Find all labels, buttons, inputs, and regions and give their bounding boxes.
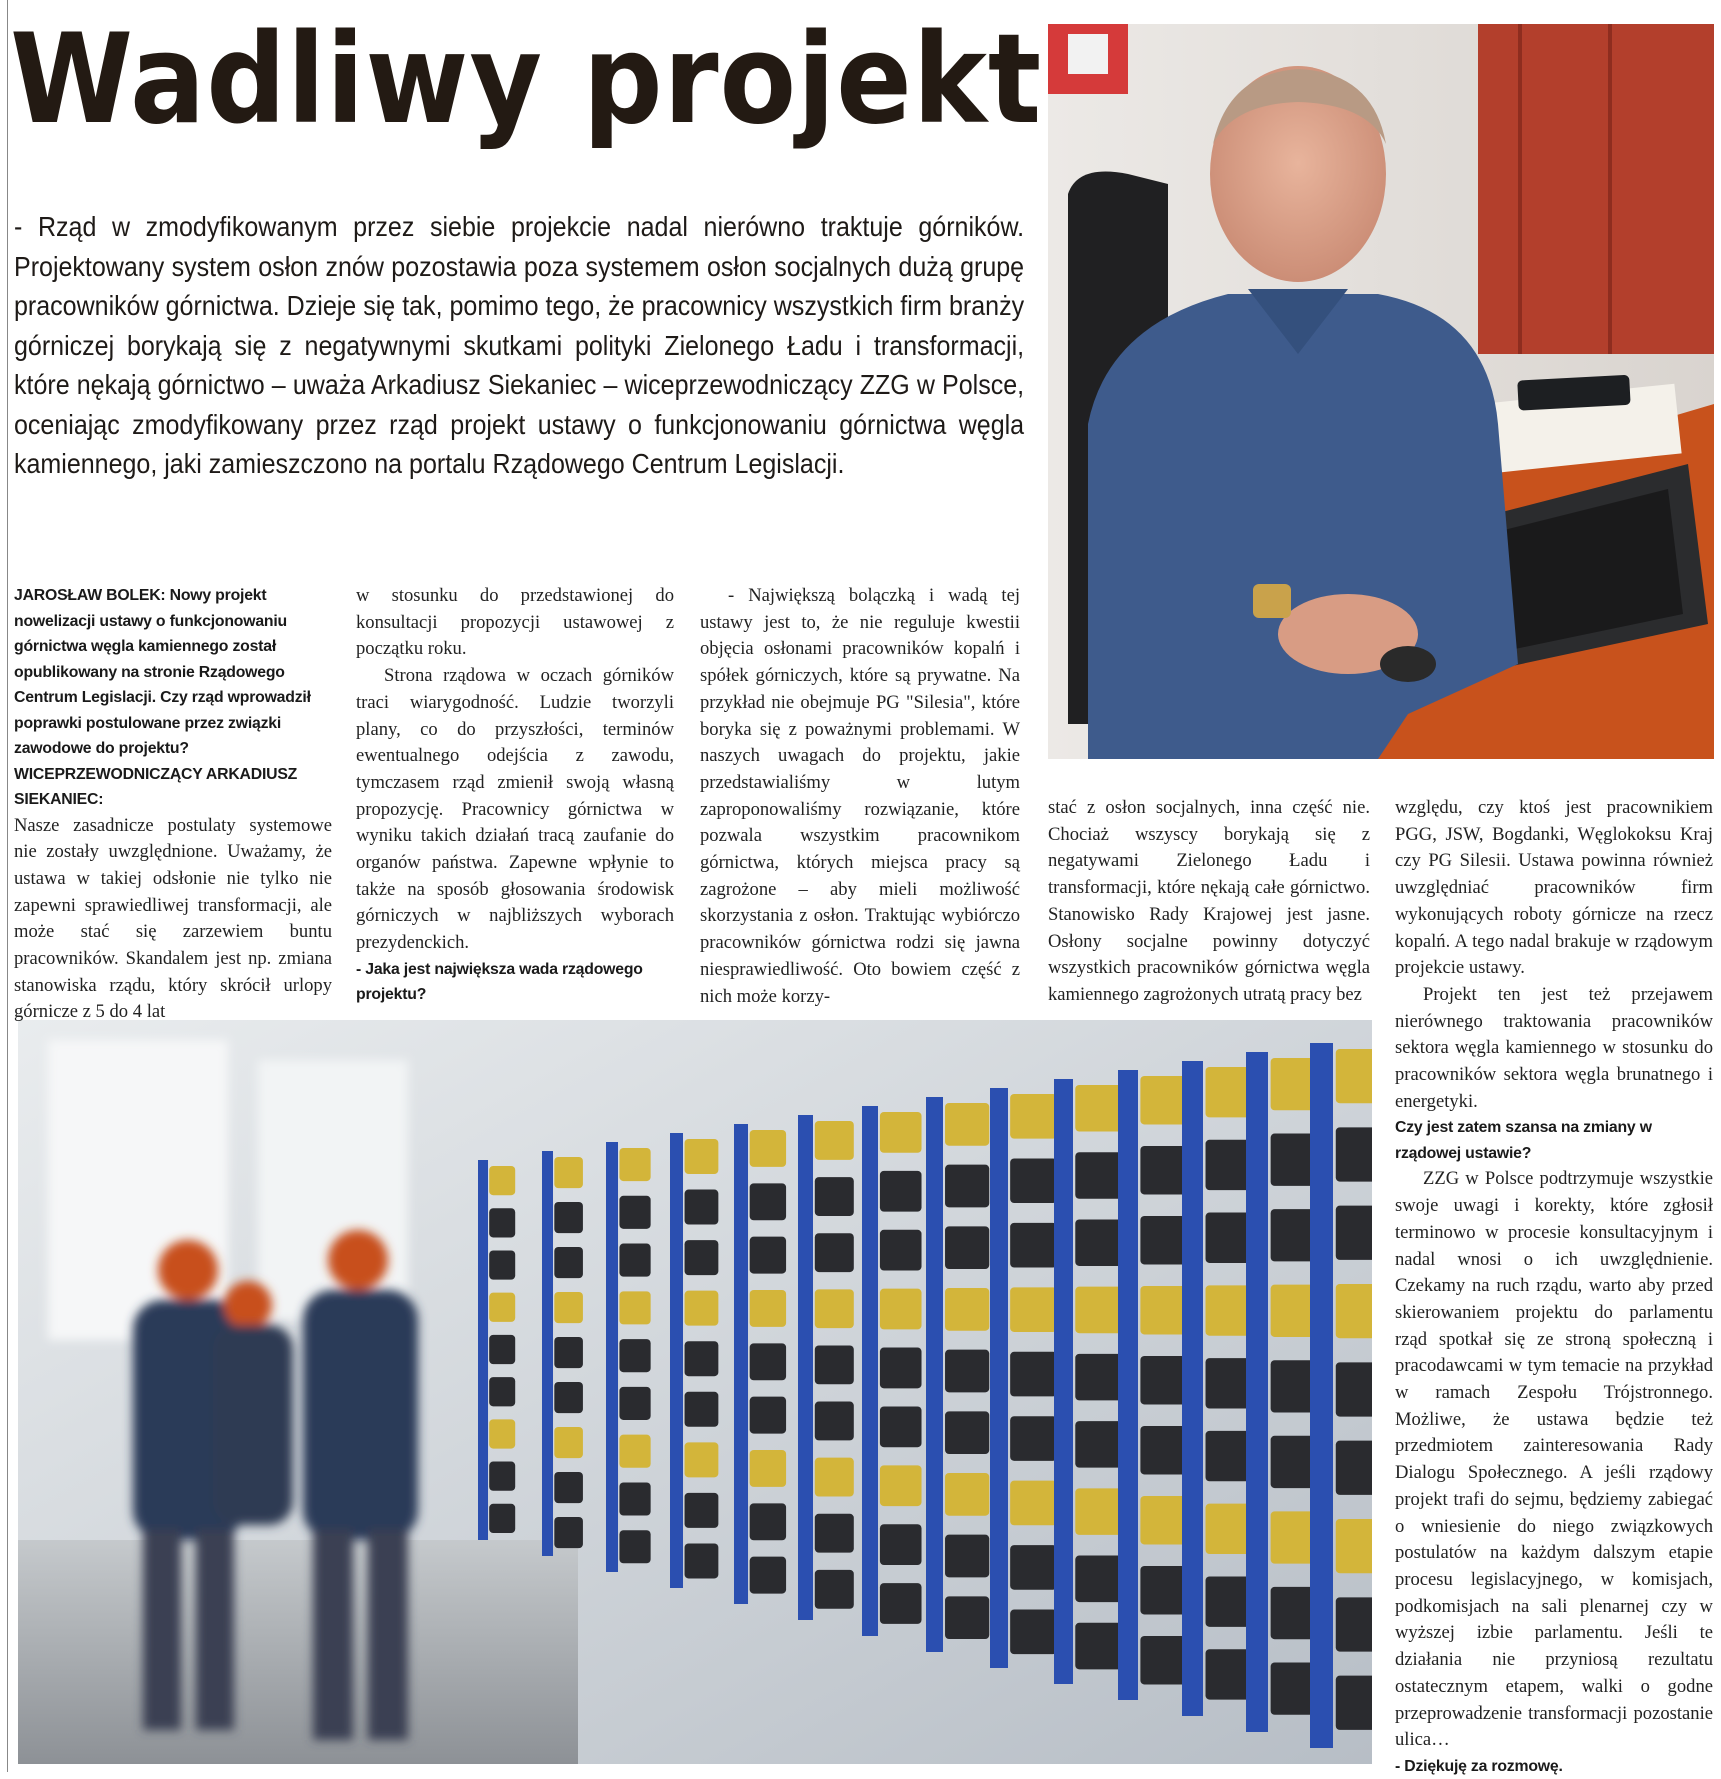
rack-post [606, 1142, 618, 1572]
cap-lamp [945, 1226, 989, 1269]
cap-lamp [1336, 1362, 1372, 1416]
rack-post [1246, 1052, 1268, 1732]
page-divider [7, 0, 8, 1772]
cap-lamp [945, 1411, 989, 1454]
cap-lamp [1075, 1219, 1124, 1266]
cap-lamp [619, 1196, 650, 1229]
lamp-room-photo [18, 1020, 1372, 1764]
rack-post [926, 1097, 943, 1652]
lead-paragraph: - Rząd w zmodyfikowanym przez siebie projekcie nadal nierówno traktuje górników. Projektowany system osłon znów pozostawia poza systemem osłon socjalnych dużą grupę pracowników górnictwa. Dzieje się tak, pomimo tego, że pracownicy wszystkich firm branży górniczej borykają się z negatywnymi skutkami polityki Zielonego Ładu i transformacji, które nękają górnictwo – uważa Arkadiusz Siekaniec – wiceprzewodniczący ZZG w Polsce, oceniając zmodyfikowany przez rząd projekt ustawy o funkcjonowaniu górnictwa węgla kamiennego, jaki zamieszczono na portalu Rządowego Centrum Legislacji. [14, 211, 1025, 479]
rack-post [1310, 1043, 1333, 1748]
cap-lamp [1336, 1049, 1372, 1103]
rack-post [862, 1106, 878, 1636]
cap-lamp [1075, 1623, 1124, 1670]
cap-lamp [815, 1177, 854, 1216]
cap-lamp [619, 1291, 650, 1324]
cap-lamp [1010, 1158, 1057, 1203]
cap-lamp [619, 1148, 650, 1181]
column-4 [1048, 795, 1370, 1009]
question-2: - Jaka jest największa wada rządowego projektu? [356, 960, 643, 1004]
cap-lamp [945, 1165, 989, 1208]
cap-lamp [815, 1570, 854, 1609]
cap-lamp [1336, 1676, 1372, 1730]
cap-lamp [489, 1250, 515, 1279]
cap-lamp [880, 1583, 922, 1624]
cap-lamp [945, 1473, 989, 1516]
question-3: Czy jest zatem szansa na zmiany w rządowej ustawie? [1395, 1119, 1652, 1162]
cap-lamp [489, 1166, 515, 1195]
cap-lamp [1010, 1545, 1057, 1590]
cap-lamp [685, 1139, 719, 1174]
question-1: JAROSŁAW BOLEK: Nowy projekt nowelizacji ustawy o funkcjonowaniu górnictwa węgla kamiennego został opublikowany na stronie Rządowego Centrum Legislacji. Czy rząd wprowadził poprawki postulowane przez związki zawodowe do projektu? [14, 587, 311, 757]
cap-lamp [880, 1230, 922, 1271]
lamp-room-illustration [18, 1020, 1372, 1764]
cap-lamp [619, 1435, 650, 1468]
column-3 [700, 583, 1020, 1010]
cap-lamp [685, 1442, 719, 1477]
cap-lamp [685, 1240, 719, 1275]
answer-1-part-2: w stosunku do przedstawionej do konsultacji propozycji ustawowej z początku roku. [356, 585, 674, 660]
cap-lamp [554, 1427, 583, 1458]
cap-lamp [685, 1291, 719, 1326]
cap-lamp [750, 1503, 786, 1540]
cap-lamp [1075, 1152, 1124, 1199]
cap-lamp [1075, 1488, 1124, 1535]
column-5 [1395, 795, 1713, 1779]
cap-lamp [1336, 1519, 1372, 1573]
cap-lamp [489, 1462, 515, 1491]
rack-post [990, 1088, 1008, 1668]
cap-lamp [1010, 1610, 1057, 1655]
answer-2-part-2: stać z osłon socjalnych, inna część nie. Chociaż wszyscy borykają się z negatywami Zielonego Ładu i transformacji, które nękają całe górnictwo. Stanowisko Rady Krajowej jest jasne. Osłony socjalne powinny dotyczyć wszystkich pracowników górnictwa węgla kamiennego zagrożonych utratą pracy bez [1048, 797, 1370, 1005]
cap-lamp [880, 1524, 922, 1565]
cap-lamp [750, 1130, 786, 1167]
cap-lamp [880, 1348, 922, 1389]
cap-lamp [1075, 1556, 1124, 1603]
cap-lamp [1010, 1481, 1057, 1526]
cap-lamp [945, 1535, 989, 1578]
rack-post [798, 1115, 813, 1620]
cap-lamp [750, 1290, 786, 1327]
cap-lamp [685, 1493, 719, 1528]
cap-lamp [815, 1514, 854, 1553]
cap-lamp [815, 1402, 854, 1441]
cap-lamp [880, 1171, 922, 1212]
cap-lamp [1075, 1354, 1124, 1401]
portrait-photo [1048, 24, 1714, 759]
cap-lamp [489, 1293, 515, 1322]
cap-lamp [815, 1121, 854, 1160]
cap-lamp [489, 1504, 515, 1533]
cap-lamp [1075, 1085, 1124, 1132]
speaker-label: WICEPRZEWODNICZĄCY ARKADIUSZ SIEKANIEC: [14, 765, 298, 808]
cap-lamp [619, 1387, 650, 1420]
cap-lamp [750, 1557, 786, 1594]
cap-lamp [554, 1202, 583, 1233]
cap-lamp [1075, 1421, 1124, 1468]
answer-3: ZZG w Polsce podtrzymuje wszystkie swoje uwagi i korekty, które zgłosił terminowo w procesie konsultacyjnym i nadal wnosi o ich uwzględnienie. Czekamy na ruch rządu, warto aby przed skierowaniem projektu do parlamentu rząd spotkał się ze stroną społeczną i pracodawcami w tym temacie na przykład w ramach Zespołu Trójstronnego. Możliwe, że ustawa będzie też przedmiotem zainteresowania Rady Dialogu Społecznego. A jeśli rządowy projekt trafi do sejmu, będziemy zabiegać o wniesienie do niego związkowych postulatów na każdym dalszym etapie procesu legislacyjnego, w komisjach, podkomisjach na sali plenarnej czy w wyższej izbie parlamentu. Jeśli te działania nie przyniosą rezultatu ostatecznym etapem, walki o godne przeprowadzenie transformacji pozostanie ulica… [1395, 1168, 1713, 1751]
cap-lamp [554, 1337, 583, 1368]
cap-lamp [685, 1190, 719, 1225]
cap-lamp [554, 1292, 583, 1323]
column-1 [14, 583, 332, 1026]
cap-lamp [880, 1465, 922, 1506]
rack-post [1054, 1079, 1073, 1684]
cap-lamp [815, 1289, 854, 1328]
cap-lamp [1336, 1284, 1372, 1338]
cap-lamp [945, 1350, 989, 1393]
cap-lamp [1010, 1223, 1057, 1268]
cap-lamp [685, 1341, 719, 1376]
cap-lamp [554, 1247, 583, 1278]
cap-lamp [619, 1530, 650, 1563]
cap-lamp [554, 1157, 583, 1188]
cap-lamp [750, 1343, 786, 1380]
cap-lamp [750, 1237, 786, 1274]
cap-lamp [554, 1517, 583, 1548]
cap-lamp [685, 1543, 719, 1578]
answer-2-part-3: względu, czy ktoś jest pracownikiem PGG, JSW, Bogdanki, Węglokoksu Kraj czy PG Silesii. Ustawa powinna również uwzględniać pracowników firm wykonujących roboty górnicze na rzecz kopalń. A tego nadal brakuje w rządowym projekcie ustawy. [1395, 797, 1713, 979]
cap-lamp [489, 1335, 515, 1364]
cap-lamp [1336, 1127, 1372, 1181]
rack-post [542, 1151, 553, 1556]
answer-2-part-4: Projekt ten jest też przejawem nierównego traktowania pracowników sektora węgla kamiennego w stosunku do pracowników sektora węgla brunatnego i energetyki. [1395, 983, 1713, 1112]
cap-lamp [880, 1289, 922, 1330]
cap-lamp [1336, 1206, 1372, 1260]
cap-lamp [945, 1103, 989, 1146]
rack-post [478, 1160, 488, 1540]
cap-lamp [554, 1382, 583, 1413]
cap-lamp [685, 1392, 719, 1427]
cap-lamp [750, 1397, 786, 1434]
cap-lamp [815, 1458, 854, 1497]
cap-lamp [619, 1244, 650, 1277]
portrait-illustration [1048, 24, 1714, 759]
rack-post [734, 1124, 748, 1604]
cap-lamp [815, 1345, 854, 1384]
cap-lamp [815, 1233, 854, 1272]
rack-post [1118, 1070, 1138, 1700]
cap-lamp [945, 1288, 989, 1331]
cap-lamp [1010, 1287, 1057, 1332]
cap-lamp [1010, 1352, 1057, 1397]
column-2 [356, 583, 674, 1008]
cap-lamp [1336, 1441, 1372, 1495]
cap-lamp [750, 1183, 786, 1220]
cap-lamp [1010, 1094, 1057, 1139]
closing-line: - Dziękuję za rozmowę. [1395, 1757, 1563, 1775]
cap-lamp [750, 1450, 786, 1487]
cap-lamp [489, 1377, 515, 1406]
answer-1-part-3: Strona rządowa w oczach górników traci wiarygodność. Ludzie tworzyli plany, co do przyszłości, terminów ewentualnego odejścia z zawodu, tymczasem rząd zmienił swoją własną propozycję. Pracownicy górnictwa w wyniku takich działań tracą zaufanie do organów państwa. Zapewne wpłynie to także na sposób głosowania środowisk górniczych w najbliższych wyborach prezydenckich. [356, 665, 674, 954]
cap-lamp [945, 1596, 989, 1639]
rack-post [1182, 1061, 1203, 1716]
cap-lamp [489, 1419, 515, 1448]
cap-lamp [1075, 1287, 1124, 1334]
cap-lamp [489, 1208, 515, 1237]
cap-lamp [619, 1339, 650, 1372]
cap-lamp [880, 1112, 922, 1153]
cap-lamp [1010, 1416, 1057, 1461]
cap-lamp [1336, 1597, 1372, 1651]
answer-1-part-1: Nasze zasadnicze postulaty systemowe nie zostały uwzględnione. Uważamy, że ustawa w takiej odsłonie nie tylko nie zapewni sprawiedliwej transformacji, ale może stać się zarzewiem buntu pracowników. Skandalem jest np. zmiana stanowiska rządu, który skrócił urlopy górnicze z 5 do 4 lat [14, 814, 332, 1023]
headline: Wadliwy projekt [10, 8, 1043, 152]
rack-post [670, 1133, 683, 1588]
answer-2-part-1: - Największą bolączką i wadą tej ustawy jest to, że nie reguluje kwestii objęcia osłonami pracowników kopalń i spółek górniczych, które są prywatne. Na przykład nie obejmuje PG "Silesia", które boryka się z poważnymi problemami. W naszych uwagach do projektu, jakie przedstawialiśmy w lutym zaproponowaliśmy rozwiązanie, które pozwala wszystkim pracownikom górnictwa, których miejsca pracy są zagrożone – aby mieli możliwość skorzystania z osłon. Traktując wybiórczo pracowników górnictwa rodzi się jawna niesprawiedliwość. Oto bowiem część z nich może korzy- [700, 585, 1020, 1007]
cap-lamp [619, 1482, 650, 1515]
cap-lamp [554, 1472, 583, 1503]
cap-lamp [880, 1406, 922, 1447]
